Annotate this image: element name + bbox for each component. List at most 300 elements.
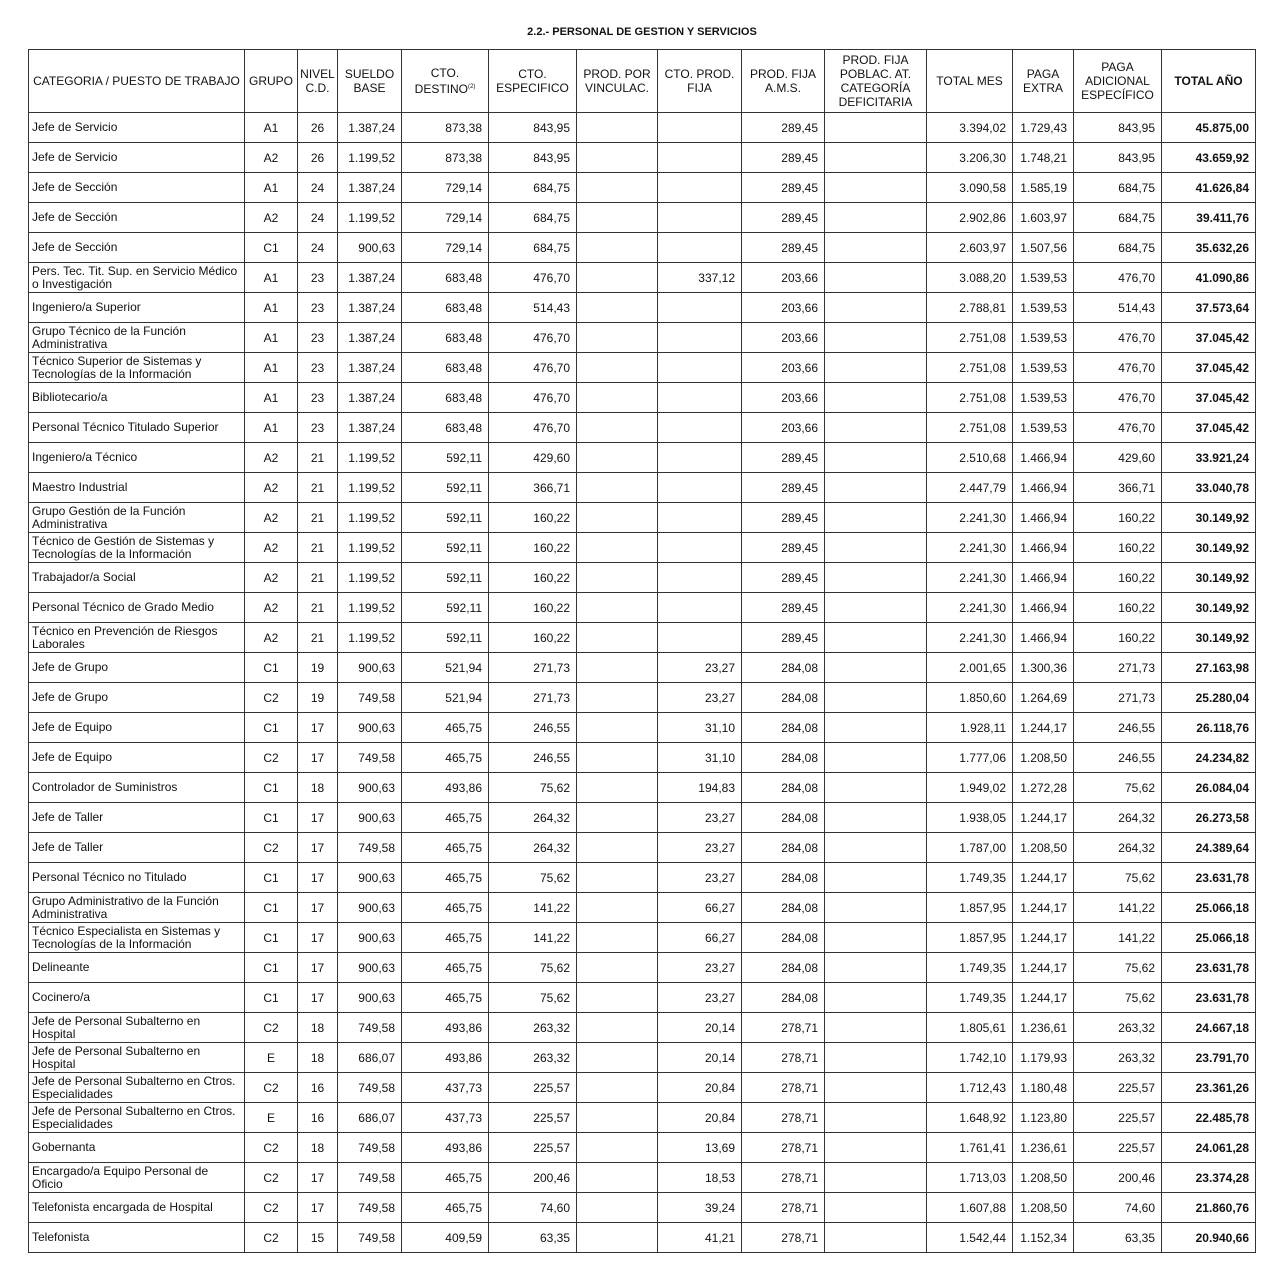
cell-nivel: 21: [298, 563, 338, 593]
cell-paga-adicional: 246,55: [1074, 713, 1162, 743]
cell-prod-fija-ams: 284,08: [742, 983, 825, 1013]
cell-prod-fija-poblac: [825, 263, 927, 293]
cell-sueldo-base: 749,58: [338, 1013, 402, 1043]
table-row: [29, 563, 1256, 593]
cell-cto-destino: 729,14: [402, 173, 489, 203]
cell-prod-vinculac: [577, 1193, 658, 1223]
cell-paga-extra: 1.300,36: [1013, 653, 1074, 683]
cell-sueldo-base: 686,07: [338, 1103, 402, 1133]
cell-cto-destino: 465,75: [402, 803, 489, 833]
cell-prod-fija-ams: 289,45: [742, 563, 825, 593]
cell-total-mes: 2.241,30: [927, 593, 1013, 623]
cell-cto-destino: 465,75: [402, 833, 489, 863]
cell-cto-especifico: 225,57: [489, 1133, 577, 1163]
header-paga-extra: PAGA EXTRA: [1013, 50, 1074, 113]
cell-cto-prod-fija: [658, 383, 742, 413]
cell-prod-vinculac: [577, 683, 658, 713]
header-prod-fija-poblac: PROD. FIJA POBLAC. AT. CATEGORÍA DEFICITARIA: [825, 50, 927, 113]
cell-cto-prod-fija: 20,84: [658, 1073, 742, 1103]
cell-cto-especifico: 225,57: [489, 1073, 577, 1103]
cell-total-anio: 26.084,04: [1162, 773, 1256, 803]
cell-paga-extra: 1.507,56: [1013, 233, 1074, 263]
header-cto-especifico: CTO. ESPECIFICO: [489, 50, 577, 113]
cell-total-mes: 2.751,08: [927, 323, 1013, 353]
cell-grupo: C1: [245, 893, 298, 923]
cell-grupo: A1: [245, 383, 298, 413]
cell-categoria: Jefe de Taller: [29, 833, 245, 863]
cell-paga-extra: 1.180,48: [1013, 1073, 1074, 1103]
cell-prod-fija-poblac: [825, 1193, 927, 1223]
cell-prod-fija-ams: 289,45: [742, 443, 825, 473]
cell-total-mes: 2.241,30: [927, 563, 1013, 593]
table-row: [29, 1193, 1256, 1223]
cell-cto-prod-fija: [658, 233, 742, 263]
cell-total-anio: 37.045,42: [1162, 413, 1256, 443]
cell-total-anio: 43.659,92: [1162, 143, 1256, 173]
cell-cto-prod-fija: [658, 443, 742, 473]
cell-paga-adicional: 246,55: [1074, 743, 1162, 773]
cell-cto-destino: 437,73: [402, 1073, 489, 1103]
cell-prod-fija-ams: 284,08: [742, 863, 825, 893]
cell-prod-fija-ams: 278,71: [742, 1193, 825, 1223]
table-row: [29, 1133, 1256, 1163]
cell-total-mes: 3.088,20: [927, 263, 1013, 293]
cell-categoria: Jefe de Sección: [29, 233, 245, 263]
cell-total-anio: 23.374,28: [1162, 1163, 1256, 1193]
cell-cto-especifico: 476,70: [489, 413, 577, 443]
table-row: [29, 473, 1256, 503]
cell-categoria: Delineante: [29, 953, 245, 983]
cell-prod-fija-ams: 284,08: [742, 743, 825, 773]
cell-prod-vinculac: [577, 623, 658, 653]
cell-paga-extra: 1.244,17: [1013, 803, 1074, 833]
cell-cto-destino: 465,75: [402, 743, 489, 773]
cell-paga-adicional: 476,70: [1074, 413, 1162, 443]
cell-cto-destino: 729,14: [402, 233, 489, 263]
cell-grupo: C1: [245, 773, 298, 803]
cell-prod-fija-poblac: [825, 1223, 927, 1253]
cell-total-mes: 1.648,92: [927, 1103, 1013, 1133]
cell-nivel: 21: [298, 533, 338, 563]
cell-categoria: Pers. Tec. Tit. Sup. en Servicio Médico o Investigación: [29, 263, 245, 293]
header-nivel: NIVEL C.D.: [298, 50, 338, 113]
cell-cto-prod-fija: 66,27: [658, 923, 742, 953]
cell-cto-prod-fija: 20,14: [658, 1013, 742, 1043]
cell-paga-extra: 1.539,53: [1013, 353, 1074, 383]
cell-sueldo-base: 1.199,52: [338, 563, 402, 593]
cell-total-anio: 45.875,00: [1162, 113, 1256, 143]
cell-total-anio: 24.234,82: [1162, 743, 1256, 773]
cell-categoria: Jefe de Sección: [29, 203, 245, 233]
cell-prod-vinculac: [577, 1043, 658, 1073]
cell-nivel: 17: [298, 1163, 338, 1193]
cell-paga-adicional: 74,60: [1074, 1193, 1162, 1223]
cell-prod-vinculac: [577, 173, 658, 203]
cell-total-anio: 25.280,04: [1162, 683, 1256, 713]
cell-total-mes: 1.857,95: [927, 893, 1013, 923]
cell-cto-prod-fija: 23,27: [658, 683, 742, 713]
cell-total-mes: 3.090,58: [927, 173, 1013, 203]
cell-nivel: 17: [298, 803, 338, 833]
cell-total-anio: 39.411,76: [1162, 203, 1256, 233]
cell-grupo: C2: [245, 1133, 298, 1163]
cell-cto-especifico: 160,22: [489, 533, 577, 563]
cell-sueldo-base: 900,63: [338, 923, 402, 953]
cell-cto-especifico: 366,71: [489, 473, 577, 503]
cell-paga-extra: 1.466,94: [1013, 533, 1074, 563]
cell-cto-especifico: 429,60: [489, 443, 577, 473]
cell-paga-adicional: 200,46: [1074, 1163, 1162, 1193]
header-cto-destino-note: (2): [468, 84, 476, 90]
cell-sueldo-base: 749,58: [338, 1133, 402, 1163]
cell-nivel: 19: [298, 653, 338, 683]
cell-cto-especifico: 75,62: [489, 953, 577, 983]
cell-nivel: 19: [298, 683, 338, 713]
cell-sueldo-base: 1.387,24: [338, 383, 402, 413]
cell-cto-prod-fija: [658, 593, 742, 623]
cell-prod-vinculac: [577, 263, 658, 293]
cell-prod-fija-poblac: [825, 503, 927, 533]
cell-total-anio: 30.149,92: [1162, 503, 1256, 533]
header-cto-destino-label: CTO. DESTINO: [414, 66, 468, 96]
cell-nivel: 23: [298, 353, 338, 383]
cell-cto-destino: 683,48: [402, 383, 489, 413]
cell-cto-prod-fija: [658, 533, 742, 563]
cell-paga-adicional: 264,32: [1074, 803, 1162, 833]
table-row: [29, 143, 1256, 173]
cell-grupo: A1: [245, 323, 298, 353]
cell-prod-fija-poblac: [825, 893, 927, 923]
cell-cto-prod-fija: 39,24: [658, 1193, 742, 1223]
cell-prod-fija-ams: 284,08: [742, 923, 825, 953]
cell-cto-destino: 592,11: [402, 533, 489, 563]
cell-grupo: A1: [245, 113, 298, 143]
cell-prod-fija-poblac: [825, 323, 927, 353]
table-row: [29, 743, 1256, 773]
cell-cto-destino: 465,75: [402, 1193, 489, 1223]
cell-paga-extra: 1.208,50: [1013, 1193, 1074, 1223]
table-row: [29, 653, 1256, 683]
cell-sueldo-base: 1.199,52: [338, 443, 402, 473]
header-cto-destino: [402, 50, 489, 113]
cell-paga-extra: 1.244,17: [1013, 863, 1074, 893]
table-row: [29, 353, 1256, 383]
cell-prod-vinculac: [577, 413, 658, 443]
cell-total-mes: 1.761,41: [927, 1133, 1013, 1163]
header-cto-prod-fija: CTO. PROD. FIJA: [658, 50, 742, 113]
cell-total-anio: 30.149,92: [1162, 623, 1256, 653]
cell-cto-destino: 465,75: [402, 1163, 489, 1193]
cell-prod-fija-poblac: [825, 773, 927, 803]
cell-paga-adicional: 843,95: [1074, 113, 1162, 143]
cell-cto-destino: 465,75: [402, 983, 489, 1013]
cell-sueldo-base: 749,58: [338, 743, 402, 773]
cell-prod-vinculac: [577, 893, 658, 923]
cell-cto-destino: 493,86: [402, 773, 489, 803]
cell-total-mes: 2.241,30: [927, 503, 1013, 533]
cell-prod-vinculac: [577, 713, 658, 743]
cell-paga-extra: 1.208,50: [1013, 743, 1074, 773]
cell-cto-prod-fija: [658, 203, 742, 233]
cell-sueldo-base: 749,58: [338, 1073, 402, 1103]
cell-grupo: C2: [245, 1163, 298, 1193]
cell-grupo: C2: [245, 1223, 298, 1253]
cell-prod-vinculac: [577, 473, 658, 503]
cell-categoria: Grupo Gestión de la Función Administrativa: [29, 503, 245, 533]
cell-cto-destino: 465,75: [402, 923, 489, 953]
cell-grupo: C1: [245, 923, 298, 953]
cell-paga-adicional: 684,75: [1074, 173, 1162, 203]
cell-categoria: Jefe de Personal Subalterno en Ctros. Especialidades: [29, 1073, 245, 1103]
cell-prod-fija-ams: 203,66: [742, 293, 825, 323]
cell-paga-extra: 1.244,17: [1013, 893, 1074, 923]
cell-sueldo-base: 900,63: [338, 713, 402, 743]
cell-paga-extra: 1.244,17: [1013, 713, 1074, 743]
table-row: [29, 323, 1256, 353]
cell-cto-especifico: 63,35: [489, 1223, 577, 1253]
cell-sueldo-base: 1.387,24: [338, 323, 402, 353]
cell-nivel: 17: [298, 983, 338, 1013]
cell-prod-vinculac: [577, 533, 658, 563]
cell-total-anio: 41.090,86: [1162, 263, 1256, 293]
cell-total-mes: 1.712,43: [927, 1073, 1013, 1103]
table-row: [29, 833, 1256, 863]
cell-paga-extra: 1.244,17: [1013, 983, 1074, 1013]
cell-cto-destino: 521,94: [402, 653, 489, 683]
cell-prod-vinculac: [577, 203, 658, 233]
cell-grupo: A2: [245, 203, 298, 233]
cell-nivel: 17: [298, 893, 338, 923]
cell-total-anio: 23.791,70: [1162, 1043, 1256, 1073]
cell-prod-fija-poblac: [825, 1043, 927, 1073]
cell-nivel: 21: [298, 623, 338, 653]
cell-cto-especifico: 246,55: [489, 713, 577, 743]
cell-cto-prod-fija: [658, 113, 742, 143]
table-row: [29, 923, 1256, 953]
cell-grupo: E: [245, 1103, 298, 1133]
cell-prod-fija-poblac: [825, 1103, 927, 1133]
cell-cto-destino: 683,48: [402, 323, 489, 353]
cell-paga-extra: 1.208,50: [1013, 833, 1074, 863]
table-row: [29, 773, 1256, 803]
cell-cto-prod-fija: 23,27: [658, 953, 742, 983]
cell-cto-especifico: 160,22: [489, 503, 577, 533]
cell-prod-fija-poblac: [825, 533, 927, 563]
cell-total-mes: 1.749,35: [927, 953, 1013, 983]
cell-paga-extra: 1.585,19: [1013, 173, 1074, 203]
table-body: [29, 113, 1256, 1253]
cell-categoria: Telefonista: [29, 1223, 245, 1253]
cell-cto-prod-fija: [658, 293, 742, 323]
cell-total-mes: 2.751,08: [927, 383, 1013, 413]
cell-categoria: Técnico Superior de Sistemas y Tecnologías de la Información: [29, 353, 245, 383]
cell-paga-extra: 1.466,94: [1013, 503, 1074, 533]
cell-sueldo-base: 900,63: [338, 773, 402, 803]
cell-prod-fija-poblac: [825, 143, 927, 173]
table-row: [29, 113, 1256, 143]
cell-cto-prod-fija: [658, 413, 742, 443]
cell-grupo: C2: [245, 1013, 298, 1043]
cell-prod-vinculac: [577, 353, 658, 383]
cell-prod-fija-ams: 289,45: [742, 203, 825, 233]
cell-total-mes: 2.241,30: [927, 533, 1013, 563]
cell-categoria: Gobernanta: [29, 1133, 245, 1163]
cell-paga-adicional: 514,43: [1074, 293, 1162, 323]
table-row: [29, 413, 1256, 443]
table-row: [29, 623, 1256, 653]
cell-sueldo-base: 1.199,52: [338, 623, 402, 653]
cell-prod-fija-ams: 289,45: [742, 473, 825, 503]
cell-grupo: C2: [245, 833, 298, 863]
cell-paga-adicional: 141,22: [1074, 893, 1162, 923]
cell-prod-fija-ams: 203,66: [742, 263, 825, 293]
cell-total-anio: 37.045,42: [1162, 323, 1256, 353]
table-row: [29, 203, 1256, 233]
cell-categoria: Jefe de Servicio: [29, 113, 245, 143]
header-paga-adicional: PAGA ADICIONAL ESPECÍFICO: [1074, 50, 1162, 113]
cell-total-anio: 24.061,28: [1162, 1133, 1256, 1163]
cell-grupo: A2: [245, 593, 298, 623]
cell-sueldo-base: 900,63: [338, 803, 402, 833]
cell-cto-especifico: 476,70: [489, 323, 577, 353]
cell-cto-especifico: 160,22: [489, 623, 577, 653]
cell-sueldo-base: 1.387,24: [338, 353, 402, 383]
cell-prod-vinculac: [577, 1013, 658, 1043]
cell-prod-fija-ams: 203,66: [742, 323, 825, 353]
cell-cto-prod-fija: 31,10: [658, 743, 742, 773]
cell-paga-extra: 1.466,94: [1013, 563, 1074, 593]
cell-grupo: A2: [245, 443, 298, 473]
cell-total-anio: 22.485,78: [1162, 1103, 1256, 1133]
header-grupo: GRUPO: [245, 50, 298, 113]
cell-paga-adicional: 75,62: [1074, 983, 1162, 1013]
cell-categoria: Grupo Administrativo de la Función Administrativa: [29, 893, 245, 923]
cell-paga-adicional: 429,60: [1074, 443, 1162, 473]
cell-paga-adicional: 366,71: [1074, 473, 1162, 503]
cell-paga-extra: 1.539,53: [1013, 323, 1074, 353]
cell-cto-especifico: 264,32: [489, 803, 577, 833]
cell-prod-fija-poblac: [825, 1013, 927, 1043]
cell-cto-prod-fija: [658, 503, 742, 533]
cell-prod-fija-ams: 203,66: [742, 413, 825, 443]
cell-total-mes: 3.206,30: [927, 143, 1013, 173]
cell-prod-fija-poblac: [825, 713, 927, 743]
cell-prod-fija-ams: 284,08: [742, 893, 825, 923]
cell-nivel: 21: [298, 443, 338, 473]
table-row: [29, 803, 1256, 833]
cell-cto-prod-fija: 194,83: [658, 773, 742, 803]
cell-prod-fija-poblac: [825, 923, 927, 953]
cell-prod-vinculac: [577, 863, 658, 893]
cell-total-anio: 33.921,24: [1162, 443, 1256, 473]
cell-total-mes: 2.447,79: [927, 473, 1013, 503]
cell-prod-vinculac: [577, 653, 658, 683]
cell-total-mes: 1.928,11: [927, 713, 1013, 743]
cell-sueldo-base: 1.199,52: [338, 143, 402, 173]
cell-prod-fija-ams: 284,08: [742, 953, 825, 983]
cell-categoria: Ingeniero/a Superior: [29, 293, 245, 323]
cell-prod-fija-ams: 203,66: [742, 383, 825, 413]
cell-sueldo-base: 1.199,52: [338, 203, 402, 233]
cell-categoria: Personal Técnico de Grado Medio: [29, 593, 245, 623]
cell-cto-especifico: 160,22: [489, 593, 577, 623]
table-row: [29, 1163, 1256, 1193]
cell-grupo: C1: [245, 953, 298, 983]
header-prod-fija-ams: PROD. FIJA A.M.S.: [742, 50, 825, 113]
cell-paga-extra: 1.729,43: [1013, 113, 1074, 143]
header-total-anio: TOTAL AÑO: [1162, 50, 1256, 113]
cell-paga-adicional: 75,62: [1074, 773, 1162, 803]
cell-total-mes: 1.857,95: [927, 923, 1013, 953]
cell-categoria: Bibliotecario/a: [29, 383, 245, 413]
cell-grupo: A1: [245, 353, 298, 383]
cell-cto-destino: 521,94: [402, 683, 489, 713]
cell-total-anio: 21.860,76: [1162, 1193, 1256, 1223]
cell-total-mes: 2.751,08: [927, 353, 1013, 383]
header-categoria: CATEGORIA / PUESTO DE TRABAJO: [29, 50, 245, 113]
cell-total-anio: 35.632,26: [1162, 233, 1256, 263]
cell-nivel: 21: [298, 593, 338, 623]
cell-total-mes: 1.749,35: [927, 863, 1013, 893]
table-row: [29, 533, 1256, 563]
cell-total-mes: 2.603,97: [927, 233, 1013, 263]
cell-cto-destino: 437,73: [402, 1103, 489, 1133]
cell-categoria: Maestro Industrial: [29, 473, 245, 503]
header-sueldo-base: SUELDO BASE: [338, 50, 402, 113]
cell-prod-fija-ams: 278,71: [742, 1103, 825, 1133]
cell-prod-fija-poblac: [825, 1133, 927, 1163]
cell-sueldo-base: 749,58: [338, 683, 402, 713]
cell-prod-fija-poblac: [825, 173, 927, 203]
cell-cto-prod-fija: 41,21: [658, 1223, 742, 1253]
cell-nivel: 17: [298, 953, 338, 983]
cell-cto-prod-fija: [658, 623, 742, 653]
cell-cto-prod-fija: 23,27: [658, 833, 742, 863]
cell-cto-prod-fija: 23,27: [658, 863, 742, 893]
cell-total-anio: 27.163,98: [1162, 653, 1256, 683]
cell-paga-adicional: 225,57: [1074, 1103, 1162, 1133]
cell-prod-fija-ams: 284,08: [742, 653, 825, 683]
cell-total-anio: 23.631,78: [1162, 953, 1256, 983]
cell-sueldo-base: 900,63: [338, 233, 402, 263]
cell-paga-adicional: 271,73: [1074, 653, 1162, 683]
cell-paga-adicional: 476,70: [1074, 263, 1162, 293]
cell-sueldo-base: 900,63: [338, 653, 402, 683]
cell-categoria: Cocinero/a: [29, 983, 245, 1013]
cell-total-mes: 2.788,81: [927, 293, 1013, 323]
cell-paga-adicional: 63,35: [1074, 1223, 1162, 1253]
cell-paga-extra: 1.539,53: [1013, 383, 1074, 413]
cell-prod-fija-poblac: [825, 443, 927, 473]
header-total-mes: TOTAL MES: [927, 50, 1013, 113]
cell-sueldo-base: 1.199,52: [338, 593, 402, 623]
cell-prod-fija-poblac: [825, 743, 927, 773]
cell-total-anio: 30.149,92: [1162, 593, 1256, 623]
cell-grupo: A1: [245, 173, 298, 203]
cell-cto-destino: 873,38: [402, 113, 489, 143]
cell-cto-prod-fija: 18,53: [658, 1163, 742, 1193]
cell-cto-prod-fija: 31,10: [658, 713, 742, 743]
cell-cto-especifico: 271,73: [489, 683, 577, 713]
cell-cto-especifico: 75,62: [489, 773, 577, 803]
cell-sueldo-base: 1.387,24: [338, 413, 402, 443]
cell-cto-especifico: 75,62: [489, 863, 577, 893]
table-row: [29, 503, 1256, 533]
cell-paga-extra: 1.244,17: [1013, 923, 1074, 953]
cell-sueldo-base: 1.387,24: [338, 173, 402, 203]
cell-categoria: Grupo Técnico de la Función Administrativa: [29, 323, 245, 353]
header-row: [29, 50, 1256, 113]
